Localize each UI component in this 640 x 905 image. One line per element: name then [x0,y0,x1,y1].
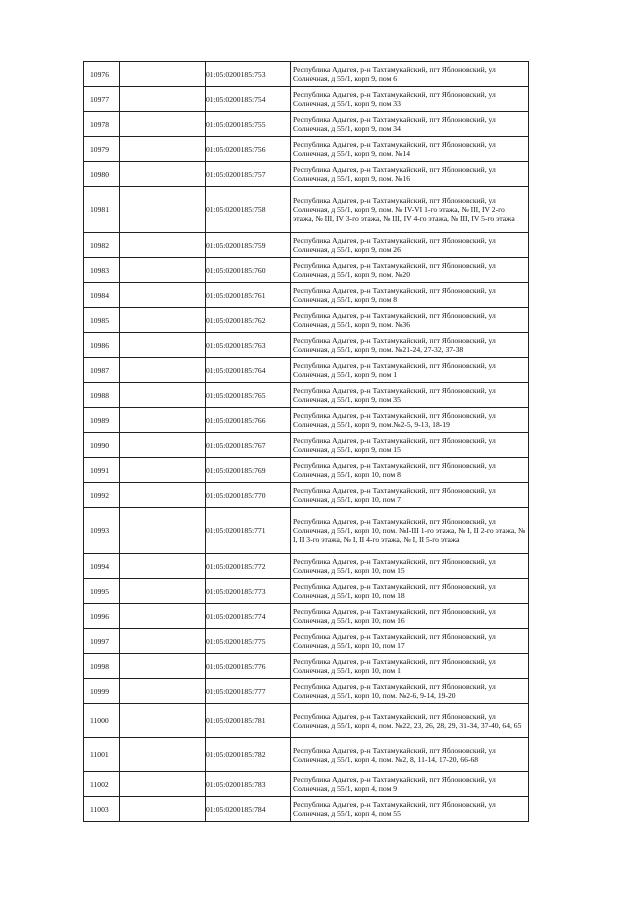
table-row [84,579,529,604]
address-cell: Республика Адыгея, р-н Тахтамукайский, пгт Яблоновский, ул Солнечная, д 55/1, корп 10, пом 15 [291,554,529,579]
address-cell: Республика Адыгея, р-н Тахтамукайский, пгт Яблоновский, ул Солнечная, д 55/1, корп 10, пом 1 [291,654,529,679]
cadastral-number: 01:05:0200185:773 [206,579,291,604]
row-number: 10993 [84,508,120,554]
address-cell: Республика Адыгея, р-н Тахтамукайский, пгт Яблоновский, ул Солнечная, д 55/1, корп 9, пом 6 [291,62,529,87]
owner-cell [120,772,206,797]
row-number: 10983 [84,258,120,283]
row-number: 10985 [84,308,120,333]
owner-cell [120,629,206,654]
address-cell: Республика Адыгея, р-н Тахтамукайский, пгт Яблоновский, ул Солнечная, д 55/1, корп 4, пом 55 [291,797,529,822]
registry-table-body [84,62,529,822]
row-number: 10996 [84,604,120,629]
table-row [84,87,529,112]
row-number: 10989 [84,408,120,433]
row-number: 10979 [84,137,120,162]
table-row [84,308,529,333]
owner-cell [120,554,206,579]
owner-cell [120,233,206,258]
owner-cell [120,508,206,554]
table-row [84,704,529,738]
document-page [83,61,528,822]
cadastral-number: 01:05:0200185:776 [206,654,291,679]
table-row [84,772,529,797]
table-row [84,654,529,679]
owner-cell [120,283,206,308]
address-cell: Республика Адыгея, р-н Тахтамукайский, пгт Яблоновский, ул Солнечная, д 55/1, корп 9, пом. №16 [291,162,529,187]
cadastral-number: 01:05:0200185:771 [206,508,291,554]
cadastral-number: 01:05:0200185:760 [206,258,291,283]
table-row [84,433,529,458]
address-cell: Республика Адыгея, р-н Тахтамукайский, пгт Яблоновский, ул Солнечная, д 55/1, корп 9, пом 1 [291,358,529,383]
row-number: 10976 [84,62,120,87]
row-number: 11000 [84,704,120,738]
row-number: 10991 [84,458,120,483]
address-cell: Республика Адыгея, р-н Тахтамукайский, пгт Яблоновский, ул Солнечная, д 55/1, корп 9, пом 35 [291,383,529,408]
cadastral-number: 01:05:0200185:755 [206,112,291,137]
row-number: 10980 [84,162,120,187]
table-row [84,358,529,383]
table-row [84,62,529,87]
address-cell: Республика Адыгея, р-н Тахтамукайский, пгт Яблоновский, ул Солнечная, д 55/1, корп 9, пом 8 [291,283,529,308]
cadastral-number: 01:05:0200185:765 [206,383,291,408]
address-cell: Республика Адыгея, р-н Тахтамукайский, пгт Яблоновский, ул Солнечная, д 55/1, корп 9, пом 15 [291,433,529,458]
cadastral-number: 01:05:0200185:775 [206,629,291,654]
cadastral-number: 01:05:0200185:758 [206,187,291,233]
address-cell: Республика Адыгея, р-н Тахтамукайский, пгт Яблоновский, ул Солнечная, д 55/1, корп 9, пом. №20 [291,258,529,283]
row-number: 10988 [84,383,120,408]
table-row [84,458,529,483]
cadastral-number: 01:05:0200185:763 [206,333,291,358]
table-row [84,738,529,772]
address-cell: Республика Адыгея, р-н Тахтамукайский, пгт Яблоновский, ул Солнечная, д 55/1, корп 10, пом. №I-III 1-го этажа, № I, II 2-го этажа, № I, II 3-го этажа, № I, II 4-го этажа, № I, II 5-го этажа [291,508,529,554]
address-cell: Республика Адыгея, р-н Тахтамукайский, пгт Яблоновский, ул Солнечная, д 55/1, корп 4, пом. №22, 23, 26, 28, 29, 31-34, 37-40, 64, 65 [291,704,529,738]
cadastral-number: 01:05:0200185:764 [206,358,291,383]
row-number: 10990 [84,433,120,458]
owner-cell [120,308,206,333]
table-row [84,187,529,233]
cadastral-number: 01:05:0200185:781 [206,704,291,738]
table-row [84,283,529,308]
address-cell: Республика Адыгея, р-н Тахтамукайский, пгт Яблоновский, ул Солнечная, д 55/1, корп 10, пом 7 [291,483,529,508]
owner-cell [120,62,206,87]
owner-cell [120,187,206,233]
table-row [84,508,529,554]
cadastral-number: 01:05:0200185:757 [206,162,291,187]
owner-cell [120,112,206,137]
cadastral-number: 01:05:0200185:754 [206,87,291,112]
owner-cell [120,679,206,704]
owner-cell [120,162,206,187]
address-cell: Республика Адыгея, р-н Тахтамукайский, пгт Яблоновский, ул Солнечная, д 55/1, корп 9, пом. №14 [291,137,529,162]
address-cell: Республика Адыгея, р-н Тахтамукайский, пгт Яблоновский, ул Солнечная, д 55/1, корп 9, пом 26 [291,233,529,258]
table-row [84,112,529,137]
address-cell: Республика Адыгея, р-н Тахтамукайский, пгт Яблоновский, ул Солнечная, д 55/1, корп 9, пом 34 [291,112,529,137]
address-cell: Республика Адыгея, р-н Тахтамукайский, пгт Яблоновский, ул Солнечная, д 55/1, корп 4, пом. №2, 8, 11-14, 17-20, 66-68 [291,738,529,772]
owner-cell [120,458,206,483]
table-row [84,333,529,358]
table-row [84,162,529,187]
owner-cell [120,258,206,283]
address-cell: Республика Адыгея, р-н Тахтамукайский, пгт Яблоновский, ул Солнечная, д 55/1, корп 10, пом. №2-6, 9-14, 19-20 [291,679,529,704]
row-number: 10994 [84,554,120,579]
row-number: 10997 [84,629,120,654]
owner-cell [120,137,206,162]
cadastral-number: 01:05:0200185:761 [206,283,291,308]
cadastral-number: 01:05:0200185:762 [206,308,291,333]
table-row [84,679,529,704]
owner-cell [120,433,206,458]
row-number: 10981 [84,187,120,233]
row-number: 11003 [84,797,120,822]
row-number: 10995 [84,579,120,604]
cadastral-number: 01:05:0200185:772 [206,554,291,579]
table-row [84,554,529,579]
owner-cell [120,87,206,112]
owner-cell [120,579,206,604]
row-number: 10977 [84,87,120,112]
cadastral-number: 01:05:0200185:783 [206,772,291,797]
address-cell: Республика Адыгея, р-н Тахтамукайский, пгт Яблоновский, ул Солнечная, д 55/1, корп 9, пом. №21-24, 27-32, 37-38 [291,333,529,358]
cadastral-number: 01:05:0200185:774 [206,604,291,629]
cadastral-number: 01:05:0200185:756 [206,137,291,162]
table-row [84,797,529,822]
table-row [84,629,529,654]
address-cell: Республика Адыгея, р-н Тахтамукайский, пгт Яблоновский, ул Солнечная, д 55/1, корп 9, пом 33 [291,87,529,112]
owner-cell [120,654,206,679]
owner-cell [120,483,206,508]
row-number: 10984 [84,283,120,308]
owner-cell [120,604,206,629]
cadastral-number: 01:05:0200185:770 [206,483,291,508]
address-cell: Республика Адыгея, р-н Тахтамукайский, пгт Яблоновский, ул Солнечная, д 55/1, корп 9, пом. №36 [291,308,529,333]
table-row [84,233,529,258]
owner-cell [120,408,206,433]
address-cell: Республика Адыгея, р-н Тахтамукайский, пгт Яблоновский, ул Солнечная, д 55/1, корп 9, пом. № IV-VI 1-го этажа, № III, IV 2-го этажа, № III, IV 3-го этажа, № III, IV 4-го этажа, № III, IV 5-го этажа [291,187,529,233]
address-cell: Республика Адыгея, р-н Тахтамукайский, пгт Яблоновский, ул Солнечная, д 55/1, корп 10, пом 8 [291,458,529,483]
owner-cell [120,738,206,772]
cadastral-number: 01:05:0200185:759 [206,233,291,258]
address-cell: Республика Адыгея, р-н Тахтамукайский, пгт Яблоновский, ул Солнечная, д 55/1, корп 10, пом 18 [291,579,529,604]
owner-cell [120,358,206,383]
row-number: 10986 [84,333,120,358]
row-number: 10998 [84,654,120,679]
address-cell: Республика Адыгея, р-н Тахтамукайский, пгт Яблоновский, ул Солнечная, д 55/1, корп 10, пом 17 [291,629,529,654]
cadastral-number: 01:05:0200185:769 [206,458,291,483]
owner-cell [120,704,206,738]
table-row [84,483,529,508]
address-cell: Республика Адыгея, р-н Тахтамукайский, пгт Яблоновский, ул Солнечная, д 55/1, корп 4, пом 9 [291,772,529,797]
row-number: 11001 [84,738,120,772]
cadastral-number: 01:05:0200185:777 [206,679,291,704]
owner-cell [120,383,206,408]
address-cell: Республика Адыгея, р-н Тахтамукайский, пгт Яблоновский, ул Солнечная, д 55/1, корп 9, пом.№2-5, 9-13, 18-19 [291,408,529,433]
cadastral-number: 01:05:0200185:767 [206,433,291,458]
row-number: 10978 [84,112,120,137]
cadastral-number: 01:05:0200185:782 [206,738,291,772]
address-cell: Республика Адыгея, р-н Тахтамукайский, пгт Яблоновский, ул Солнечная, д 55/1, корп 10, пом 16 [291,604,529,629]
row-number: 10992 [84,483,120,508]
cadastral-number: 01:05:0200185:784 [206,797,291,822]
cadastral-number: 01:05:0200185:753 [206,62,291,87]
row-number: 10999 [84,679,120,704]
registry-table [83,61,529,822]
table-row [84,604,529,629]
row-number: 10987 [84,358,120,383]
table-row [84,258,529,283]
owner-cell [120,797,206,822]
row-number: 10982 [84,233,120,258]
cadastral-number: 01:05:0200185:766 [206,408,291,433]
row-number: 11002 [84,772,120,797]
owner-cell [120,333,206,358]
table-row [84,408,529,433]
table-row [84,137,529,162]
table-row [84,383,529,408]
